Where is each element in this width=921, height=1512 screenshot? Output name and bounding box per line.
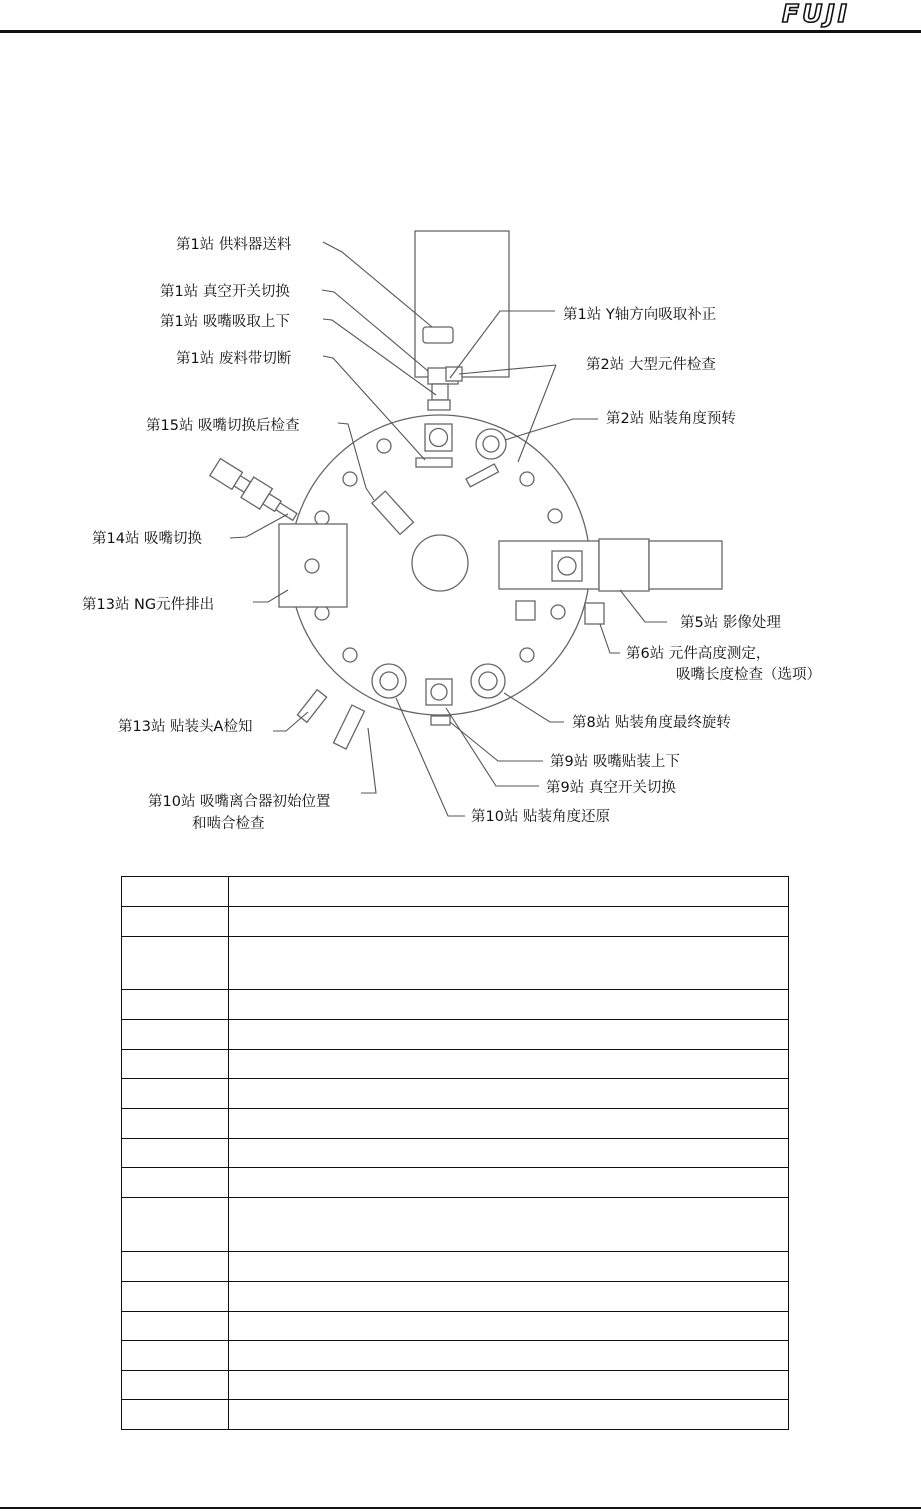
table-cell [122, 877, 229, 907]
station-2-ring-inner [483, 436, 499, 452]
table-row [122, 1341, 789, 1371]
label-s5-image: 第5站 影像处理 [680, 615, 781, 631]
table-row [122, 990, 789, 1020]
table-cell [122, 990, 229, 1020]
table-cell [122, 1341, 229, 1371]
station-hole [315, 511, 329, 525]
label-s6-line1: 第6站 元件高度测定， [626, 646, 771, 662]
table-cell [229, 1371, 789, 1400]
label-s6-line2: 吸嘴长度检查（选项） [676, 667, 821, 683]
table-row [122, 1312, 789, 1341]
label-s13-head-detect: 第13站 贴装头A检知 [118, 719, 253, 735]
footer-rule [0, 1507, 921, 1509]
table-cell [122, 1079, 229, 1109]
station-hole [548, 509, 562, 523]
label-s1-tape-cut: 第1站 废料带切断 [176, 351, 292, 367]
tape-cutter [416, 458, 452, 467]
table-cell [122, 1371, 229, 1400]
table-row [122, 1020, 789, 1050]
clutch-sensor [334, 705, 365, 749]
station-hole [551, 605, 565, 619]
station-8-ring-inner [479, 672, 497, 690]
station-hole [315, 606, 329, 620]
table-row [122, 877, 789, 907]
label-s10-clutch-line2: 和啮合检查 [192, 816, 265, 832]
station-9-nozzle [431, 684, 447, 700]
station-hole [520, 648, 534, 662]
station-9-bar [431, 716, 450, 725]
table-cell [122, 1282, 229, 1312]
station-14-switch [209, 457, 301, 527]
table-cell [122, 1020, 229, 1050]
table-cell [122, 1168, 229, 1198]
table-row [122, 937, 789, 990]
table-cell [122, 1252, 229, 1282]
camera-body [599, 539, 649, 591]
nozzle-tip [428, 400, 450, 410]
station-hole [343, 472, 357, 486]
table-cell [229, 1400, 789, 1430]
feeder-part [423, 327, 453, 343]
table-row [122, 1079, 789, 1109]
table-row [122, 1282, 789, 1312]
table-cell [229, 1050, 789, 1079]
camera-lens [649, 541, 722, 589]
camera-window-hole [558, 557, 576, 575]
station-hole [343, 648, 357, 662]
table-cell [229, 1252, 789, 1282]
table-cell [229, 1109, 789, 1139]
label-s1-nozzle-updown: 第1站 吸嘴吸取上下 [160, 314, 290, 330]
table-cell [122, 1312, 229, 1341]
table-row [122, 1168, 789, 1198]
table-cell [122, 1139, 229, 1168]
table-cell [229, 907, 789, 937]
station-table [121, 876, 789, 1430]
table-cell [122, 1109, 229, 1139]
label-s1-y-correct: 第1站 Y轴方向吸取补正 [563, 307, 717, 323]
label-s9-mount-updown: 第9站 吸嘴贴装上下 [550, 754, 680, 770]
label-s2-large-check: 第2站 大型元件检查 [586, 357, 716, 373]
label-s15-check: 第15站 吸嘴切换后检查 [146, 418, 300, 434]
table-cell [229, 1282, 789, 1312]
station-hole [377, 439, 391, 453]
table-cell [229, 1341, 789, 1371]
label-s8-final-rotate: 第8站 贴装角度最终旋转 [572, 715, 731, 731]
station-hole [520, 472, 534, 486]
label-s2-prerotate: 第2站 贴装角度预转 [606, 411, 736, 427]
station-10-ring-inner [380, 672, 398, 690]
label-s9-vacuum: 第9站 真空开关切换 [546, 780, 676, 796]
table-row [122, 1198, 789, 1252]
table-cell [229, 1312, 789, 1341]
ng-eject-hole [305, 559, 319, 573]
station-1-nozzle [430, 429, 448, 447]
table-cell [229, 1139, 789, 1168]
station-6-square-left [516, 601, 535, 620]
table-cell [229, 1020, 789, 1050]
turret-hub [412, 535, 468, 591]
table-row [122, 1050, 789, 1079]
table-cell [122, 1198, 229, 1252]
station-6-square-right [585, 603, 604, 624]
table-cell [122, 937, 229, 990]
table-cell [122, 907, 229, 937]
label-s10-clutch-line1: 第10站 吸嘴离合器初始位置 [148, 794, 331, 810]
table-cell [122, 1400, 229, 1430]
fuji-logo: FUJI [782, 0, 850, 28]
label-s10-angle-restore: 第10站 贴装角度还原 [471, 809, 611, 825]
label-s14-switch: 第14站 吸嘴切换 [92, 531, 203, 547]
feeder-block [415, 231, 509, 377]
nozzle-stem [432, 384, 448, 400]
table-row [122, 1109, 789, 1139]
table-row [122, 1400, 789, 1430]
camera-housing [499, 541, 599, 589]
label-s1-vacuum: 第1站 真空开关切换 [160, 284, 290, 300]
table-cell [229, 877, 789, 907]
table-cell [122, 1050, 229, 1079]
table-cell [229, 937, 789, 990]
table-cell [229, 1198, 789, 1252]
table-row [122, 907, 789, 937]
label-s13-ng-eject: 第13站 NG元件排出 [82, 597, 215, 613]
table-cell [229, 990, 789, 1020]
table-row [122, 1371, 789, 1400]
table-row [122, 1252, 789, 1282]
table-cell [229, 1168, 789, 1198]
table-cell [229, 1079, 789, 1109]
label-s1-feeder: 第1站 供料器送料 [176, 237, 292, 253]
table-row [122, 1139, 789, 1168]
